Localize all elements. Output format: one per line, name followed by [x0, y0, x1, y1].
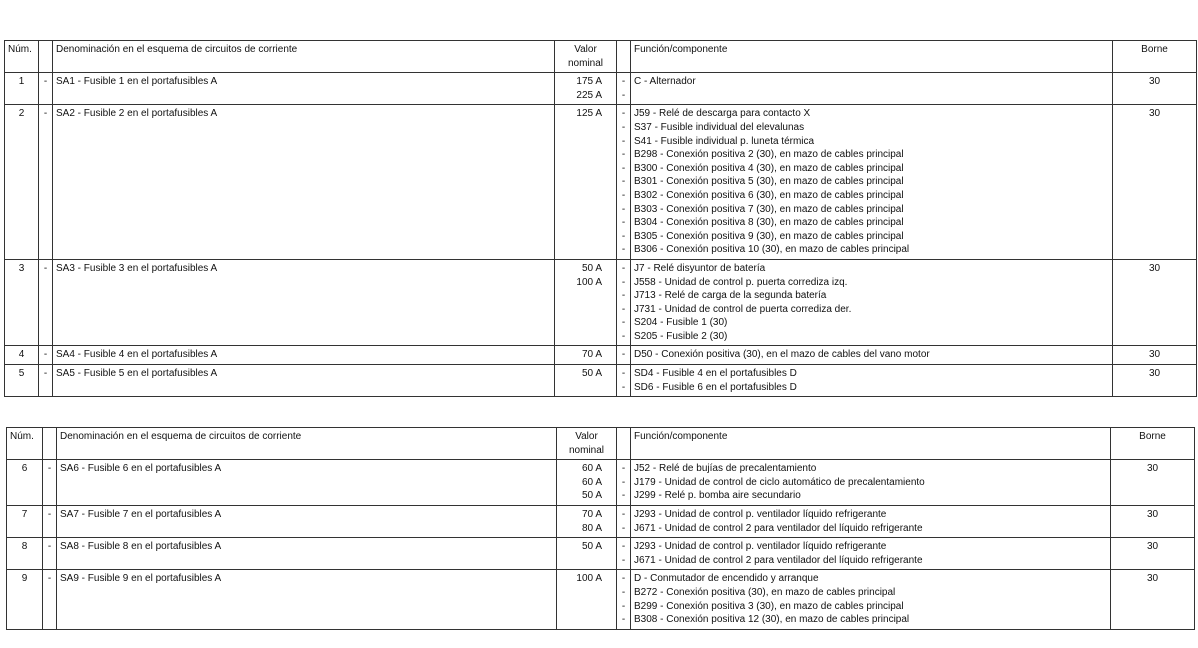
dash-marker: -: [43, 570, 57, 629]
function-component: J731 - Unidad de control de puerta corrediza der.: [634, 303, 852, 315]
function-components: [631, 460, 1111, 506]
fuse-name: SA8 - Fusible 8 en el portafusibles A: [57, 538, 557, 570]
nominal-values: [555, 73, 617, 105]
borne-value: 30: [1113, 105, 1197, 260]
fuse-table-1: [4, 40, 1197, 397]
nominal-values: [557, 505, 617, 537]
borne-value: 30: [1113, 346, 1197, 365]
function-component: J52 - Relé de bujías de precalentamiento: [634, 463, 817, 475]
fuse-name: SA3 - Fusible 3 en el portafusibles A: [53, 259, 555, 346]
header-spacer: [617, 428, 631, 460]
function-component: S41 - Fusible individual p. luneta térmica: [634, 135, 815, 147]
function-component: D - Conmutador de encendido y arranque: [634, 573, 819, 585]
dash-marker: -: [621, 573, 626, 585]
table-row: [7, 570, 1195, 629]
function-component: B306 - Conexión positiva 10 (30), en mazo de cables principal: [634, 244, 910, 256]
fuse-number: 3: [5, 259, 39, 346]
function-component: B298 - Conexión positiva 2 (30), en mazo de cables principal: [634, 149, 904, 161]
function-component: J671 - Unidad de control 2 para ventilador del líquido refrigerante: [634, 554, 923, 566]
dash-marker: -: [621, 89, 626, 101]
header-spacer: [43, 428, 57, 460]
dash-marker: -: [621, 230, 626, 242]
nominal-value: 60 A: [581, 476, 602, 488]
dash-markers: [617, 105, 631, 260]
borne-value: 30: [1113, 73, 1197, 105]
dash-marker: -: [621, 149, 626, 161]
dash-markers: [617, 365, 631, 397]
function-component: C - Alternador: [634, 76, 696, 88]
dash-marker: -: [39, 259, 53, 346]
dash-marker: -: [621, 121, 626, 133]
function-component: J59 - Relé de descarga para contacto X: [634, 108, 811, 120]
borne-value: 30: [1111, 505, 1195, 537]
function-component: B303 - Conexión positiva 7 (30), en mazo de cables principal: [634, 203, 904, 215]
function-component: B302 - Conexión positiva 6 (30), en mazo de cables principal: [634, 189, 904, 201]
function-components: [631, 259, 1113, 346]
nominal-value: 125 A: [576, 108, 602, 120]
fuse-name: SA9 - Fusible 9 en el portafusibles A: [57, 570, 557, 629]
dash-marker: -: [43, 505, 57, 537]
nominal-value: 50 A: [581, 262, 602, 274]
dash-markers: [617, 73, 631, 105]
header-valor: Valor nominal: [555, 41, 617, 73]
header-borne: Borne: [1111, 428, 1195, 460]
dash-marker: -: [39, 365, 53, 397]
function-component: B304 - Conexión positiva 8 (30), en mazo de cables principal: [634, 217, 904, 229]
function-component: [634, 89, 1109, 103]
dash-marker: -: [621, 508, 626, 520]
borne-value: 30: [1111, 570, 1195, 629]
function-components: [631, 505, 1111, 537]
nominal-value: 50 A: [581, 368, 602, 380]
dash-marker: -: [39, 73, 53, 105]
function-components: [631, 73, 1113, 105]
fuse-name: SA2 - Fusible 2 en el portafusibles A: [53, 105, 555, 260]
header-funcion: Función/componente: [631, 428, 1111, 460]
nominal-value: 100 A: [576, 573, 602, 585]
dash-markers: [617, 259, 631, 346]
table-row: [5, 259, 1197, 346]
dash-marker: -: [621, 203, 626, 215]
nominal-value: 60 A: [581, 463, 602, 475]
dash-marker: -: [621, 189, 626, 201]
function-component: J713 - Relé de carga de la segunda batería: [634, 290, 827, 302]
function-components: [631, 365, 1113, 397]
table-row: [7, 460, 1195, 506]
function-component: S37 - Fusible individual del elevalunas: [634, 121, 805, 133]
dash-marker: -: [621, 317, 626, 329]
dash-marker: -: [621, 76, 626, 88]
function-component: J293 - Unidad de control p. ventilador líquido refrigerante: [634, 508, 887, 520]
dash-marker: -: [621, 330, 626, 342]
function-component: B300 - Conexión positiva 4 (30), en mazo de cables principal: [634, 162, 904, 174]
fuse-name: SA6 - Fusible 6 en el portafusibles A: [57, 460, 557, 506]
dash-markers: [617, 570, 631, 629]
fuse-name: SA4 - Fusible 4 en el portafusibles A: [53, 346, 555, 365]
table-row: [7, 538, 1195, 570]
table-row: [5, 105, 1197, 260]
function-components: [631, 538, 1111, 570]
fuse-number: 2: [5, 105, 39, 260]
dash-marker: -: [621, 541, 626, 553]
fuse-table-2: [6, 427, 1195, 630]
nominal-values: [557, 460, 617, 506]
header-num: Núm.: [7, 428, 43, 460]
dash-marker: -: [621, 476, 626, 488]
header-valor: Valor nominal: [557, 428, 617, 460]
table-header-row: [7, 428, 1195, 460]
dash-markers: [617, 538, 631, 570]
dash-marker: -: [621, 108, 626, 120]
nominal-value: 70 A: [581, 508, 602, 520]
nominal-values: [555, 365, 617, 397]
dash-marker: -: [621, 290, 626, 302]
nominal-values: [557, 538, 617, 570]
function-components: [631, 346, 1113, 365]
header-denominacion: Denominación en el esquema de circuitos de corriente: [57, 428, 557, 460]
dash-marker: -: [39, 105, 53, 260]
dash-marker: -: [621, 276, 626, 288]
table-body: [5, 73, 1197, 397]
fuse-number: 8: [7, 538, 43, 570]
nominal-value: 80 A: [581, 522, 602, 534]
nominal-values: [557, 570, 617, 629]
dash-marker: -: [621, 217, 626, 229]
borne-value: 30: [1113, 259, 1197, 346]
dash-marker: -: [621, 368, 626, 380]
nominal-value: 50 A: [581, 541, 602, 553]
function-component: B305 - Conexión positiva 9 (30), en mazo de cables principal: [634, 230, 904, 242]
dash-marker: -: [621, 381, 626, 393]
table-row: [7, 505, 1195, 537]
function-component: J558 - Unidad de control p. puerta corrediza izq.: [634, 276, 848, 288]
header-borne: Borne: [1113, 41, 1197, 73]
dash-marker: -: [621, 262, 626, 274]
fuse-number: 7: [7, 505, 43, 537]
dash-marker: -: [621, 303, 626, 315]
dash-marker: -: [621, 463, 626, 475]
dash-markers: [617, 505, 631, 537]
dash-marker: -: [621, 244, 626, 256]
dash-marker: -: [621, 135, 626, 147]
header-spacer: [39, 41, 53, 73]
borne-value: 30: [1113, 365, 1197, 397]
dash-marker: -: [621, 586, 626, 598]
function-component: B272 - Conexión positiva (30), en mazo de cables principal: [634, 586, 896, 598]
dash-marker: -: [621, 349, 626, 361]
dash-marker: -: [43, 460, 57, 506]
table-row: [5, 346, 1197, 365]
dash-markers: [617, 346, 631, 365]
function-component: J179 - Unidad de control de ciclo automático de precalentamiento: [634, 476, 925, 488]
function-component: SD4 - Fusible 4 en el portafusibles D: [634, 368, 797, 380]
table-row: [5, 73, 1197, 105]
fuse-number: 6: [7, 460, 43, 506]
table-header-row: [5, 41, 1197, 73]
dash-marker: -: [621, 176, 626, 188]
header-denominacion: Denominación en el esquema de circuitos de corriente: [53, 41, 555, 73]
function-component: J671 - Unidad de control 2 para ventilador del líquido refrigerante: [634, 522, 923, 534]
fuse-number: 1: [5, 73, 39, 105]
borne-value: 30: [1111, 538, 1195, 570]
header-spacer: [617, 41, 631, 73]
nominal-values: [555, 259, 617, 346]
nominal-values: [555, 346, 617, 365]
function-component: B308 - Conexión positiva 12 (30), en mazo de cables principal: [634, 614, 910, 626]
function-component: B301 - Conexión positiva 5 (30), en mazo de cables principal: [634, 176, 904, 188]
function-component: J7 - Relé disyuntor de batería: [634, 262, 766, 274]
header-funcion: Función/componente: [631, 41, 1113, 73]
dash-marker: -: [43, 538, 57, 570]
fuse-number: 4: [5, 346, 39, 365]
table-row: [5, 365, 1197, 397]
function-component: S205 - Fusible 2 (30): [634, 330, 728, 342]
nominal-value: 70 A: [581, 349, 602, 361]
function-component: D50 - Conexión positiva (30), en el mazo de cables del vano motor: [634, 349, 930, 361]
header-num: Núm.: [5, 41, 39, 73]
dash-marker: -: [621, 614, 626, 626]
fuse-name: SA5 - Fusible 5 en el portafusibles A: [53, 365, 555, 397]
fuse-name: SA1 - Fusible 1 en el portafusibles A: [53, 73, 555, 105]
function-components: [631, 105, 1113, 260]
fuse-number: 5: [5, 365, 39, 397]
fuse-number: 9: [7, 570, 43, 629]
dash-markers: [617, 460, 631, 506]
nominal-value: 100 A: [576, 276, 602, 288]
nominal-value: 175 A: [576, 76, 602, 88]
dash-marker: -: [39, 346, 53, 365]
function-component: J299 - Relé p. bomba aire secundario: [634, 490, 801, 502]
nominal-value: 50 A: [581, 490, 602, 502]
dash-marker: -: [621, 490, 626, 502]
dash-marker: -: [621, 162, 626, 174]
function-component: SD6 - Fusible 6 en el portafusibles D: [634, 381, 797, 393]
dash-marker: -: [621, 554, 626, 566]
function-components: [631, 570, 1111, 629]
dash-marker: -: [621, 600, 626, 612]
function-component: S204 - Fusible 1 (30): [634, 317, 728, 329]
function-component: B299 - Conexión positiva 3 (30), en mazo de cables principal: [634, 600, 904, 612]
dash-marker: -: [621, 522, 626, 534]
nominal-values: [555, 105, 617, 260]
nominal-value: 225 A: [576, 89, 602, 101]
fuse-name: SA7 - Fusible 7 en el portafusibles A: [57, 505, 557, 537]
table-body: [7, 460, 1195, 630]
borne-value: 30: [1111, 460, 1195, 506]
function-component: J293 - Unidad de control p. ventilador líquido refrigerante: [634, 541, 887, 553]
